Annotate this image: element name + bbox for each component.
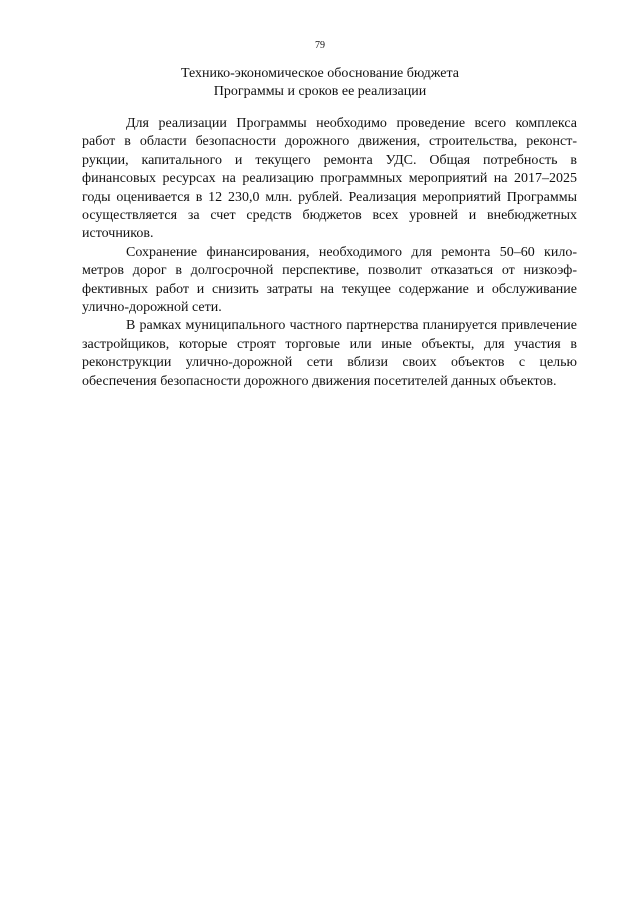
page-number: 79 [315, 40, 325, 51]
paragraph-3: В рамках муниципального частного партнерства планируется привлечение застройщиков, которые строят торговые или иные объекты, для участия в реконструкции улично-дорожной сети вблизи своих объектов с целью обеспечения безопасности дорожного движения посетителей данных объектов. [82, 318, 577, 389]
section-title-line-2: Программы и сроков ее реализации [213, 84, 427, 99]
paragraph-1: Для реализации Программы необходимо проведение всего комплекса работ в области безопасности дорожного движения, строительства, реконструкции, капитального и текущего ремонта УДС. Общая потребность в финансовых ресурсах на реализацию программных мероприятий на 2017–2025 годы оценивается в 12 230,0 млн. рублей. Реализация мероприятий Программы осуществляется за счет средств бюджетов всех уровней и внебюджетных источников. [82, 116, 577, 242]
paragraph-2: Сохранение финансирования, необходимого для ремонта 50–60 километров дорог в долгосрочной перспективе, позволит отказаться от низкоэффективных работ и снизить затраты на текущее содержание и обслуживание улично-дорожной сети. [82, 244, 577, 316]
section-title-line-1: Технико-экономическое обоснование бюджета [181, 66, 459, 81]
body-text [82, 115, 577, 391]
section-title [80, 65, 560, 101]
